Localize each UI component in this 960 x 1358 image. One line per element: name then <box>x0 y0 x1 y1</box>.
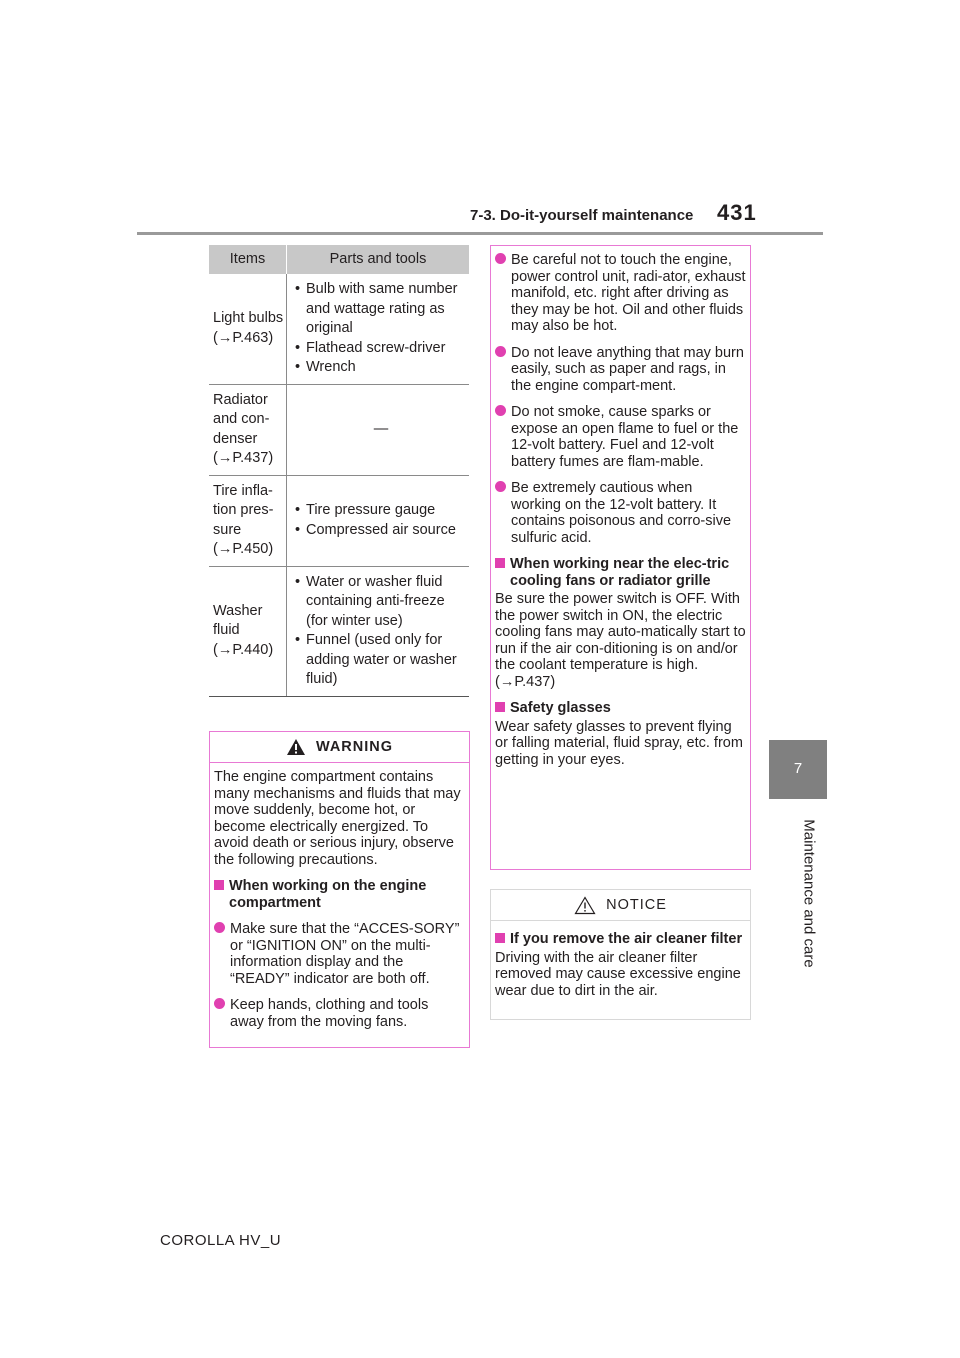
parts-cell <box>287 566 470 696</box>
warning-title: WARNING <box>315 739 394 755</box>
round-bullet-icon <box>495 346 506 357</box>
notice-triangle-icon <box>574 896 596 915</box>
chapter-number: 7 <box>793 760 803 777</box>
warning-bullet: Do not smoke, cause sparks or expose an open flame to fuel or the 12-volt battery. Fuel and 12-volt battery fumes are flam-mable. <box>495 404 746 470</box>
round-bullet-icon <box>495 253 506 264</box>
parts-cell <box>287 274 470 384</box>
notice-paragraph: Driving with the air cleaner filter removed may cause excessive engine wear due to dirt in the air. <box>495 949 741 999</box>
table-row <box>209 566 469 696</box>
column-header-parts: Parts and tools <box>287 245 470 274</box>
warning-intro: The engine compartment contains many mechanisms and fluids that may move suddenly, become hot, or become electrically energized. To avoid death or serious injury, observe the following precautions. <box>214 769 461 868</box>
round-bullet-icon <box>214 922 225 933</box>
column-header-items: Items <box>209 245 287 274</box>
warning-bullet: Keep hands, clothing and tools away from the moving fans. <box>214 997 465 1030</box>
square-bullet-icon <box>495 933 505 943</box>
table-row <box>209 274 469 384</box>
item-cell: Washer fluid (→P.440) <box>209 566 287 696</box>
section-title: 7-3. Do-it-yourself maintenance <box>470 207 694 224</box>
warning-section-heading: Safety glasses <box>495 700 746 717</box>
list-item: • Flathead screw-driver <box>293 339 469 359</box>
table-row <box>209 475 469 566</box>
parts-cell <box>287 475 470 566</box>
list-item: • Water or washer fluid containing anti-freeze (for winter use) <box>293 573 469 632</box>
notice-header <box>491 890 750 921</box>
warning-bullet: Be careful not to touch the engine, power control unit, radi-ator, exhaust manifold, etc. right after driving as they may be hot. Oil and other fluids may also be hot. <box>495 252 746 335</box>
warning-box <box>209 731 470 1048</box>
warning-paragraph: Be sure the power switch is OFF. With the power switch in ON, the electric cooling fans may auto-matically start to run if the air con-ditioning is on and/or the coolant temperature is high. (→P.437) <box>495 591 746 690</box>
list-item: • Wrench <box>293 358 469 378</box>
square-bullet-icon <box>214 880 224 890</box>
warning-section-heading: When working near the elec-tric cooling fans or radiator grille <box>495 556 746 589</box>
item-cell: Radiator and con- denser (→P.437) <box>209 384 287 475</box>
warning-section-heading: When working on the engine compartment <box>214 878 465 911</box>
square-bullet-icon <box>495 702 505 712</box>
list-item: • Compressed air source <box>293 521 469 541</box>
warning-bullet: Be extremely cautious when working on the 12-volt battery. It contains poisonous and corro-sive sulfuric acid. <box>495 480 746 546</box>
round-bullet-icon <box>495 481 506 492</box>
footer-model: COROLLA HV_U <box>160 1232 282 1249</box>
parts-tools-table <box>209 245 469 697</box>
warning-triangle-icon <box>286 738 306 756</box>
warning-box-continued <box>490 245 751 870</box>
list-item: • Funnel (used only for adding water or washer fluid) <box>293 631 469 690</box>
round-bullet-icon <box>214 998 225 1009</box>
warning-bullet: Make sure that the “ACCES-SORY” or “IGNITION ON” on the multi-information display and the “READY” indicator are both off. <box>214 921 465 987</box>
warning-bullet: Do not leave anything that may burn easily, such as paper and rags, in the engine compart-ment. <box>495 345 746 395</box>
notice-section-heading: If you remove the air cleaner filter <box>495 931 746 948</box>
page-number: 431 <box>717 200 757 225</box>
round-bullet-icon <box>495 405 506 416</box>
chapter-tab <box>769 740 827 799</box>
parts-cell <box>287 384 470 475</box>
chapter-label: Maintenance and care <box>800 819 818 968</box>
table-row <box>209 384 469 475</box>
list-item: • Bulb with same number and wattage rating as original <box>293 280 469 339</box>
notice-title: NOTICE <box>606 897 667 913</box>
header-rule <box>137 232 823 235</box>
notice-box <box>490 889 751 1020</box>
item-cell: Light bulbs (→P.463) <box>209 274 287 384</box>
warning-header <box>210 732 469 763</box>
warning-paragraph: Wear safety glasses to prevent flying or falling material, fluid spray, etc. from getting in your eyes. <box>495 718 743 768</box>
square-bullet-icon <box>495 558 505 568</box>
list-item: • Tire pressure gauge <box>293 501 469 521</box>
empty-dash: — <box>373 420 389 437</box>
item-cell: Tire infla- tion pres- sure (→P.450) <box>209 475 287 566</box>
